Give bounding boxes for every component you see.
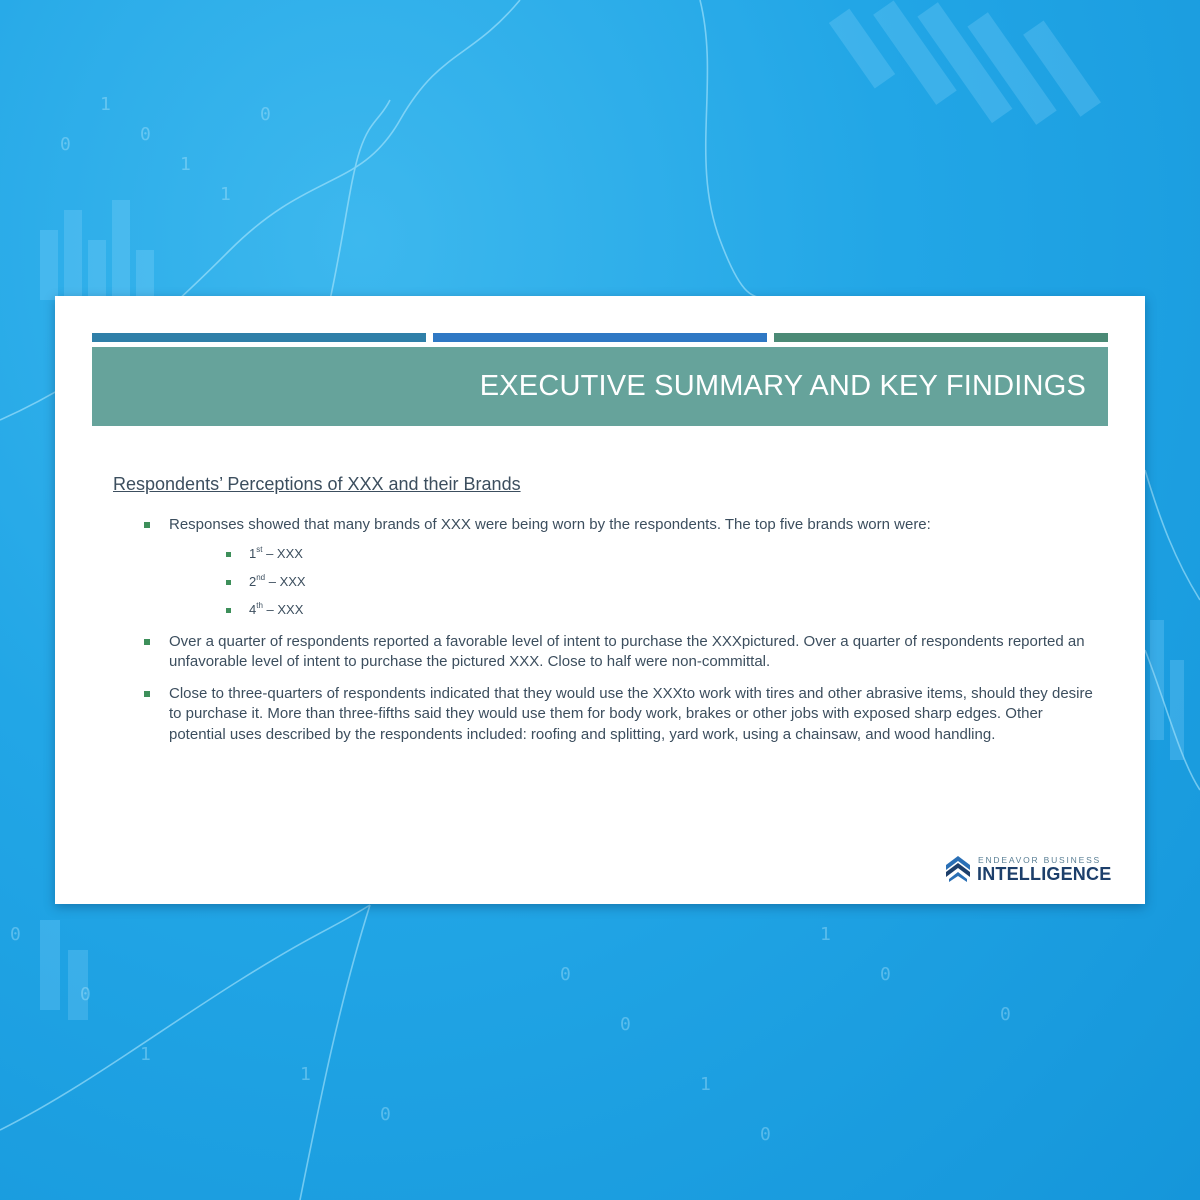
- list-item: [113, 515, 1093, 618]
- rank-suffix: nd: [256, 572, 266, 582]
- header-accent-bars: [92, 333, 1108, 342]
- section-heading: Respondents’ Perceptions of XXX and their Brands: [113, 474, 521, 494]
- brand-name: – XXX: [262, 601, 304, 617]
- sub-list-item: [169, 602, 1093, 618]
- report-slide: [55, 296, 1145, 904]
- bullet-text: Close to three-quarters of respondents indicated that they would use the XXXto work with tires and other abrasive items, should they desire to purchase it. More than three-fifths said they would use them for body work, brakes or other jobs with exposed sharp edges. Other potential uses described by the respondents included: roofing and splitting, yard work, using a chainsaw, and wood handling.: [169, 684, 1093, 743]
- svg-text:0: 0: [880, 964, 891, 985]
- rank-number: 2: [249, 573, 257, 589]
- list-item: [113, 632, 1093, 673]
- svg-text:0: 0: [60, 134, 71, 155]
- accent-bar-3: [774, 333, 1108, 342]
- svg-text:1: 1: [140, 1044, 151, 1065]
- svg-text:0: 0: [140, 124, 151, 145]
- square-bullet-icon: [144, 522, 150, 528]
- brand-sublist: [169, 546, 1093, 618]
- svg-text:0: 0: [1000, 1004, 1011, 1025]
- accent-bar-1: [92, 333, 426, 342]
- bullet-text: Responses showed that many brands of XXX were being worn by the respondents. The top five brands worn were:: [169, 516, 931, 533]
- logo-small-text: ENDEAVOR BUSINESS: [978, 855, 1102, 865]
- rank-suffix: th: [256, 600, 263, 610]
- svg-text:1: 1: [700, 1074, 711, 1095]
- sub-list-item: [169, 546, 1093, 562]
- svg-text:0: 0: [10, 924, 21, 945]
- svg-text:0: 0: [560, 964, 571, 985]
- slide-content: [113, 474, 1093, 756]
- svg-text:1: 1: [220, 184, 231, 205]
- square-bullet-icon: [144, 691, 150, 697]
- findings-list: [113, 515, 1093, 745]
- svg-text:0: 0: [760, 1124, 771, 1145]
- accent-bar-2: [433, 333, 767, 342]
- svg-text:1: 1: [100, 94, 111, 115]
- slide-title: EXECUTIVE SUMMARY AND KEY FINDINGS: [479, 370, 1086, 402]
- square-bullet-icon: [226, 608, 231, 613]
- square-bullet-icon: [144, 639, 150, 645]
- brand-name: – XXX: [262, 545, 303, 561]
- title-band: [92, 347, 1108, 426]
- svg-text:1: 1: [180, 154, 191, 175]
- logo-big-text: INTELLIGENCE: [977, 864, 1112, 884]
- brand-name: – XXX: [265, 573, 306, 589]
- svg-text:0: 0: [380, 1104, 391, 1125]
- svg-text:1: 1: [820, 924, 831, 945]
- endeavor-chevron-icon: [943, 853, 973, 883]
- rank-number: 4: [249, 601, 257, 617]
- svg-text:1: 1: [300, 1064, 311, 1085]
- rank-number: 1: [249, 545, 257, 561]
- endeavor-logo: [943, 853, 1113, 885]
- list-item: [113, 684, 1093, 746]
- square-bullet-icon: [226, 580, 231, 585]
- rank-suffix: st: [256, 544, 263, 554]
- square-bullet-icon: [226, 552, 231, 557]
- bullet-text: Over a quarter of respondents reported a favorable level of intent to purchase the XXXpictured. Over a quarter of respondents reported an unfavorable level of intent to purchase the pictured XXX. Close to half were non-committal.: [169, 632, 1085, 670]
- svg-text:0: 0: [260, 104, 271, 125]
- svg-text:0: 0: [80, 984, 91, 1005]
- sub-list-item: [169, 574, 1093, 590]
- svg-text:0: 0: [620, 1014, 631, 1035]
